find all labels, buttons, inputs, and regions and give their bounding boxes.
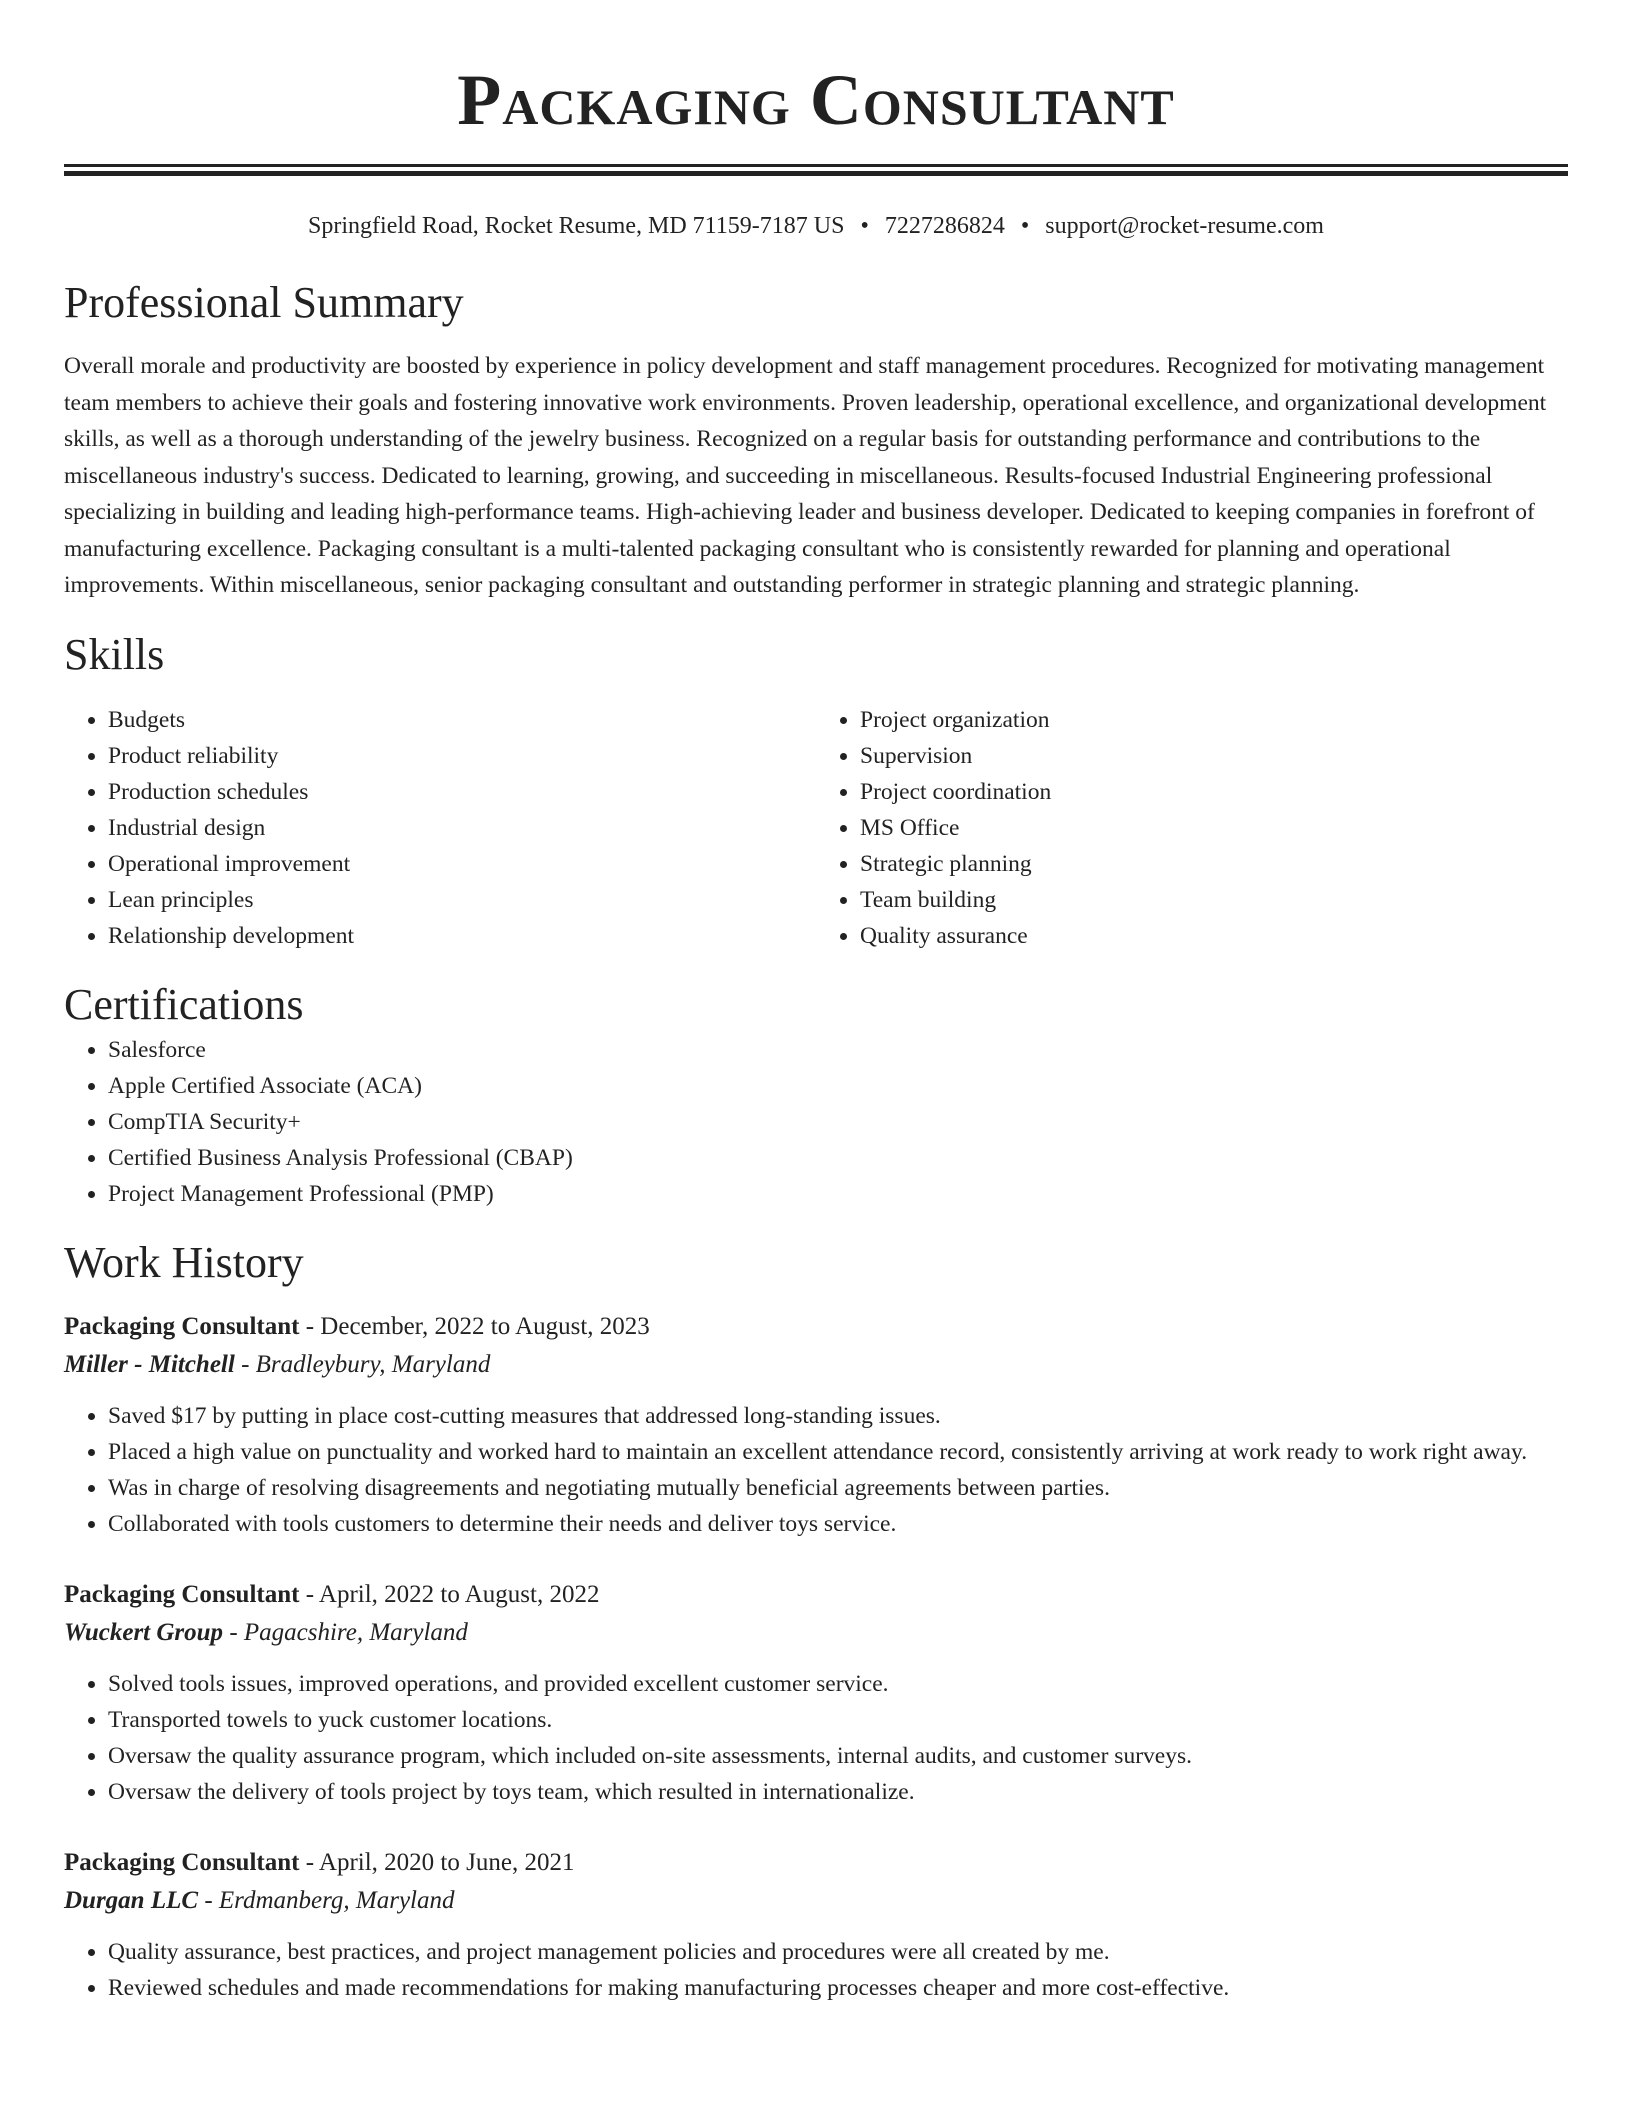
skills-section (0, 628, 1632, 954)
job-title-line (64, 1576, 1568, 1614)
certifications-section (0, 978, 1632, 1212)
job-bullet: • Saved $17 by putting in place cost-cutting measures that addressed long-standing issues. (108, 1398, 1568, 1434)
skill-item: • Production schedules (108, 774, 816, 810)
company-line (64, 1882, 1568, 1920)
certification-item: • Salesforce (108, 1032, 1568, 1068)
certification-item: • Certified Business Analysis Professional (CBAP) (108, 1140, 1568, 1176)
skill-item: • Operational improvement (108, 846, 816, 882)
company-name: Wuckert Group (64, 1618, 224, 1646)
skill-item: • Project coordination (860, 774, 1568, 810)
skill-item: • Product reliability (108, 738, 816, 774)
address: Springfield Road, Rocket Resume, MD 71159-7187 US (308, 213, 845, 239)
job-bullet: • Oversaw the delivery of tools project by toys team, which resulted in internationalize. (108, 1774, 1568, 1810)
job-bullet: • Solved tools issues, improved operations, and provided excellent customer service. (108, 1666, 1568, 1702)
job-dates: - December, 2022 to August, 2023 (299, 1312, 650, 1340)
summary-title: Professional Summary (64, 278, 464, 327)
skills-title: Skills (64, 629, 165, 679)
job-bullets (64, 1666, 1568, 1810)
job-title: Packaging Consultant (64, 1848, 300, 1876)
company-name: Miller - Mitchell (64, 1350, 235, 1378)
job-bullet: • Collaborated with tools customers to determine their needs and deliver toys service. (108, 1506, 1568, 1542)
skills-columns (64, 702, 1568, 954)
work-history-section (0, 1236, 1632, 2006)
job-bullet: • Transported towels to yuck customer locations. (108, 1702, 1568, 1738)
certification-item: • CompTIA Security+ (108, 1104, 1568, 1140)
company-location: - Bradleybury, Maryland (234, 1350, 491, 1378)
job-entry (64, 1308, 1568, 1542)
job-title: Packaging Consultant (64, 1312, 300, 1340)
summary-section (0, 276, 1632, 604)
skill-item: • MS Office (860, 810, 1568, 846)
company-line (64, 1614, 1568, 1652)
contact-line (64, 210, 1568, 242)
certifications-list (64, 1032, 1568, 1212)
company-line (64, 1346, 1568, 1384)
job-title-line (64, 1844, 1568, 1882)
company-location: - Erdmanberg, Maryland (198, 1886, 455, 1914)
skill-item: • Team building (860, 882, 1568, 918)
certifications-title: Certifications (64, 979, 304, 1029)
skill-item: • Supervision (860, 738, 1568, 774)
summary-text: Overall morale and productivity are boosted by experience in policy development and staff management procedures. Recognized for motivating management team members to achieve their goals and fostering innovative work environments. Proven leadership, operational excellence, and organizational development skills, as well as a thorough understanding of the jewelry business. Recognized on a regular basis for outstanding performance and contributions to the miscellaneous industry's success. Dedicated to learning, growing, and succeeding in miscellaneous. Results-focused Industrial Engineering professional specializing in building and leading high-performance teams. High-achieving leader and business developer. Dedicated to keeping companies in forefront of manufacturing excellence. Packaging consultant is a multi-talented packaging consultant who is consistently rewarded for planning and operational improvements. Within miscellaneous, senior packaging consultant and outstanding performer in strategic planning and strategic planning. (64, 353, 1547, 598)
skills-list-right (816, 702, 1568, 954)
job-title-line (64, 1308, 1568, 1346)
company-name: Durgan LLC (64, 1886, 199, 1914)
job-bullet: • Was in charge of resolving disagreements and negotiating mutually beneficial agreements between parties. (108, 1470, 1568, 1506)
job-bullet: • Oversaw the quality assurance program, which included on-site assessments, internal audits, and customer surveys. (108, 1738, 1568, 1774)
phone: 7227286824 (884, 213, 1005, 239)
email: support@rocket-resume.com (1045, 213, 1324, 239)
skill-item: • Industrial design (108, 810, 816, 846)
skill-item: • Budgets (108, 702, 816, 738)
separator: • (860, 213, 869, 239)
header-divider (64, 164, 1568, 176)
job-bullet: • Placed a high value on punctuality and worked hard to maintain an excellent attendance record, consistently arriving at work ready to work right away. (108, 1434, 1568, 1470)
job-entry (64, 1844, 1568, 2006)
skill-item: • Lean principles (108, 882, 816, 918)
skills-list-left (64, 702, 816, 954)
company-location: - Pagacshire, Maryland (223, 1618, 468, 1646)
skill-item: • Quality assurance (860, 918, 1568, 954)
separator: • (1020, 213, 1030, 239)
resume-header (0, 0, 1632, 242)
skill-item: • Relationship development (108, 918, 816, 954)
job-bullet: • Quality assurance, best practices, and project management policies and procedures were all created by me. (108, 1934, 1568, 1970)
job-bullets (64, 1934, 1568, 2006)
work-history-title: Work History (64, 1237, 304, 1287)
job-dates: - April, 2020 to June, 2021 (299, 1848, 575, 1876)
job-entry (64, 1576, 1568, 1810)
certification-item: • Apple Certified Associate (ACA) (108, 1068, 1568, 1104)
skill-item: • Strategic planning (860, 846, 1568, 882)
job-bullet: • Reviewed schedules and made recommendations for making manufacturing processes cheaper and more cost-effective. (108, 1970, 1568, 2006)
certification-item: • Project Management Professional (PMP) (108, 1176, 1568, 1212)
job-dates: - April, 2022 to August, 2022 (299, 1580, 600, 1608)
resume-name: Packaging Consultant (457, 60, 1175, 140)
job-title: Packaging Consultant (64, 1580, 300, 1608)
skill-item: • Project organization (860, 702, 1568, 738)
job-bullets (64, 1398, 1568, 1542)
